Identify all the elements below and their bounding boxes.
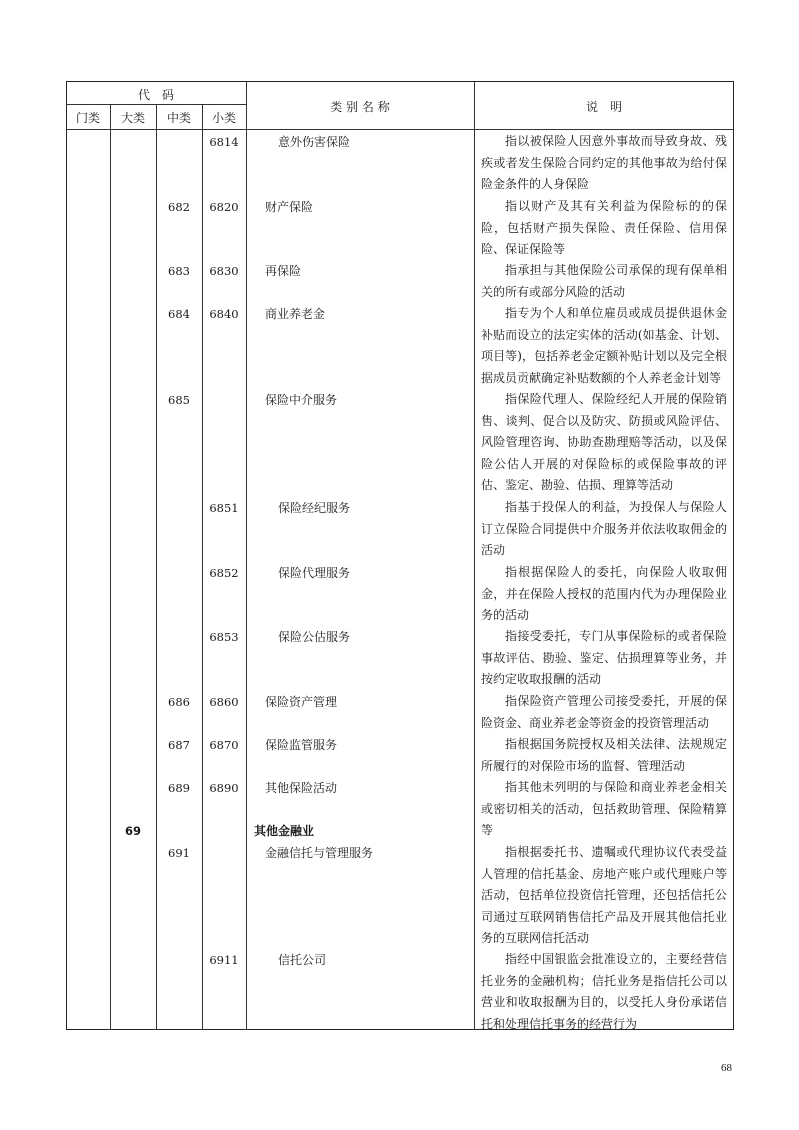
table-row-name: 财产保险 xyxy=(265,200,314,214)
table-row-name: 保险资产管理 xyxy=(265,695,338,709)
table-row-zhong: 687 xyxy=(168,738,190,752)
table-row-zhong: 689 xyxy=(168,781,190,795)
table-row-name: 再保险 xyxy=(265,264,302,278)
divider xyxy=(246,81,247,1030)
table-row-desc: 指承担与其他保险公司承保的现有保单相关的所有或部分风险的活动 xyxy=(481,263,727,299)
table-row-xiao: 6853 xyxy=(209,630,239,644)
table-row-desc: 指以财产及其有关利益为保险标的的保险，包括财产损失保险、责任保险、信用保险、保证保险等 xyxy=(481,199,727,256)
table-row-zhong: 683 xyxy=(168,264,190,278)
table-row-name: 金融信托与管理服务 xyxy=(265,846,374,860)
table-row-name: 保险中介服务 xyxy=(265,393,338,407)
table-row-desc: 指根据国务院授权及相关法律、法规规定所履行的对保险市场的监督、管理活动 xyxy=(481,737,727,773)
header-xiao: 小类 xyxy=(211,111,236,125)
table-row-xiao: 6840 xyxy=(209,307,239,321)
divider xyxy=(474,81,475,1030)
table-row-desc: 指根据保险人的委托，向保险人收取佣金，并在保险人授权的范围内代为办理保险业务的活动 xyxy=(481,565,727,622)
header-da: 大类 xyxy=(120,111,145,125)
table-row-xiao: 6830 xyxy=(209,264,239,278)
header-zhong: 中类 xyxy=(166,111,191,125)
table-row-name: 保险监管服务 xyxy=(265,738,338,752)
table-row-name: 商业养老金 xyxy=(265,307,326,321)
table-row-xiao: 6860 xyxy=(209,695,239,709)
table-row-name: 保险代理服务 xyxy=(278,566,351,580)
table-row-zhong: 685 xyxy=(168,393,190,407)
divider xyxy=(66,104,246,105)
table-row-zhong: 691 xyxy=(168,846,190,860)
table-row-name: 保险公估服务 xyxy=(278,630,351,644)
table-row-name: 意外伤害保险 xyxy=(278,135,351,149)
table-row-desc: 指专为个人和单位雇员或成员提供退休金补贴而设立的法定实体的活动(如基金、计划、项目等)，包括养老金定额补贴计划以及完全根据成员贡献确定补贴数额的个人养老金计划等 xyxy=(481,306,727,385)
table-row-xiao: 6814 xyxy=(209,135,239,149)
table-row-da: 69 xyxy=(124,824,141,838)
divider xyxy=(66,129,734,130)
table-row-xiao: 6911 xyxy=(209,953,239,967)
table-row-desc: 指经中国银监会批准设立的，主要经营信托业务的金融机构；信托业务是指信托公司以营业和收取报酬为目的，以受托人身份承诺信托和处理信托事务的经营行为 xyxy=(481,952,727,1031)
table-row-desc: 指接受委托，专门从事保险标的或者保险事故评估、勘验、鉴定、估损理算等业务，并按约定收取报酬的活动 xyxy=(481,629,727,686)
table-row-zhong: 686 xyxy=(168,695,190,709)
table-row-name: 保险经纪服务 xyxy=(278,501,351,515)
table-row-name: 其他保险活动 xyxy=(265,781,338,795)
divider xyxy=(110,104,111,1030)
divider xyxy=(156,104,157,1030)
table-row-zhong: 682 xyxy=(168,200,190,214)
table-row-xiao: 6870 xyxy=(209,738,239,752)
table-row-desc: 指根据委托书、遗嘱或代理协议代表受益人管理的信托基金、房地产账户或代理账户等活动，包括单位投资信托管理，还包括信托公司通过互联网销售信托产品及开展其他信托业务的互联网信托活动 xyxy=(481,845,727,945)
page-number: 68 xyxy=(721,1062,732,1074)
table-row-xiao: 6820 xyxy=(209,200,239,214)
table-row-name: 其他金融业 xyxy=(254,824,315,838)
table-row-desc: 指基于投保人的利益，为投保人与保险人订立保险合同提供中介服务并依法收取佣金的活动 xyxy=(481,500,727,557)
table-row-desc: 指保险资产管理公司接受委托，开展的保险资金、商业养老金等资金的投资管理活动 xyxy=(481,694,727,730)
table-row-desc: 指其他未列明的与保险和商业养老金相关或密切相关的活动，包括救助管理、保险精算等 xyxy=(481,780,727,837)
header-name: 类 别 名 称 xyxy=(330,100,390,114)
table-row-xiao: 6852 xyxy=(209,566,239,580)
table-row-desc: 指保险代理人、保险经纪人开展的保险销售、谈判、促合以及防灾、防损或风险评估、风险管理咨询、协助查勘理赔等活动，以及保险公估人开展的对保险标的或保险事故的评估、鉴定、勘验、估损、理算等活动 xyxy=(481,392,727,492)
table-row-xiao: 6890 xyxy=(209,781,239,795)
table-row-xiao: 6851 xyxy=(209,501,239,515)
header-desc: 说 明 xyxy=(585,100,622,114)
header-code-group: 代 码 xyxy=(137,88,174,102)
table-row-zhong: 684 xyxy=(168,307,190,321)
header-men: 门类 xyxy=(75,111,100,125)
table-row-desc: 指以被保险人因意外事故而导致身故、残疾或者发生保险合同约定的其他事故为给付保险金条件的人身保险 xyxy=(481,134,727,191)
table-row-name: 信托公司 xyxy=(278,953,327,967)
